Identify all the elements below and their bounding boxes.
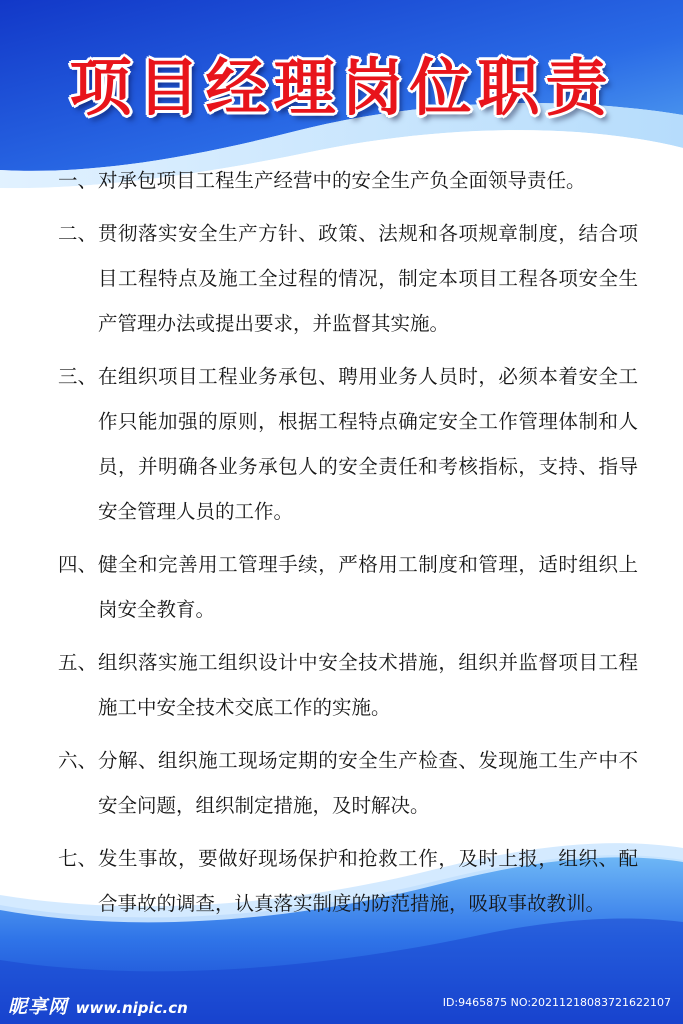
duty-text: 分解、组织施工现场定期的安全生产检查、发现施工生产中不安全问题，组织制定措施，及时解决。 xyxy=(98,749,638,817)
watermark-logo xyxy=(8,992,188,1019)
duty-item-2 xyxy=(58,211,638,346)
duty-number: 四、 xyxy=(58,553,98,576)
duty-number: 五、 xyxy=(58,651,98,674)
duty-text: 贯彻落实安全生产方针、政策、法规和各项规章制度，结合项目工程特点及施工全过程的情况，制定本项目工程各项安全生产管理办法或提出要求，并监督其实施。 xyxy=(98,222,638,335)
duty-text: 组织落实施工组织设计中安全技术措施，组织并监督项目工程施工中安全技术交底工作的实施。 xyxy=(98,651,638,719)
duty-item-1 xyxy=(58,158,638,203)
duty-number: 二、 xyxy=(58,222,98,245)
duty-text: 对承包项目工程生产经营中的安全生产负全面领导责任。 xyxy=(98,169,586,192)
duty-text: 健全和完善用工管理手续，严格用工制度和管理，适时组织上岗安全教育。 xyxy=(98,553,638,621)
duty-item-4 xyxy=(58,542,638,632)
watermark-brand: 昵享网 xyxy=(8,996,69,1018)
duty-text: 发生事故，要做好现场保护和抢救工作，及时上报，组织、配合事故的调查，认真落实制度的防范措施，吸取事故教训。 xyxy=(98,847,638,915)
duty-item-7 xyxy=(58,836,638,926)
duty-number: 六、 xyxy=(58,749,98,772)
page-title: 项目经理岗位职责 xyxy=(69,51,614,124)
duty-number: 一、 xyxy=(58,169,98,192)
duty-list xyxy=(58,158,638,934)
duty-number: 七、 xyxy=(58,847,98,870)
watermark-id: ID:9465875 NO:20211218083721622107 xyxy=(442,996,671,1009)
duty-item-6 xyxy=(58,738,638,828)
duty-item-5 xyxy=(58,640,638,730)
duty-text: 在组织项目工程业务承包、聘用业务人员时，必须本着安全工作只能加强的原则，根据工程特点确定安全工作管理体制和人员，并明确各业务承包人的安全责任和考核指标，支持、指导安全管理人员的工作。 xyxy=(98,365,638,523)
duty-number: 三、 xyxy=(58,365,98,388)
watermark-url: www.nipic.cn xyxy=(75,999,188,1017)
duty-item-3 xyxy=(58,354,638,534)
